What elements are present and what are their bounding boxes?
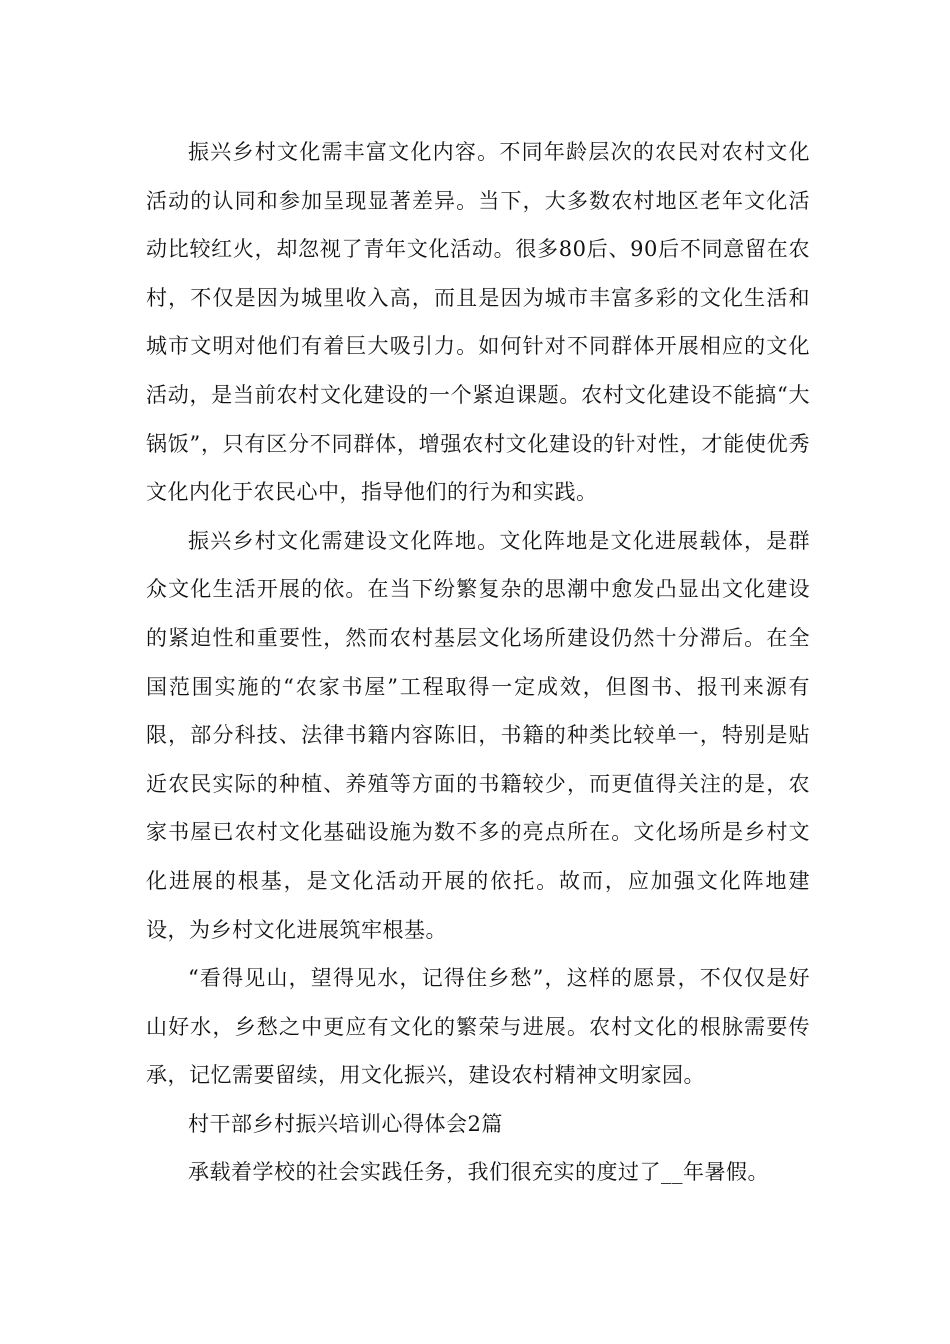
section-title: 村干部乡村振兴培训心得体会2篇 [188, 1111, 503, 1136]
document-body [146, 128, 810, 1197]
paragraph-summer-practice: 承载着学校的社会实践任务，我们很充实的度过了__年暑假。 [188, 1160, 769, 1185]
paragraph-culture-venue: 振兴乡村文化需建设文化阵地。文化阵地是文化进展载体，是群众文化生活开展的依。在当下纷繁复杂的思潮中愈发凸显出文化建设的紧迫性和重要性，然而农村基层文化场所建设仍然十分滞后。在全国范围实施的“农家书屋”工程取得一定成效，但图书、报刊来源有限，部分科技、法律书籍内容陈旧，书籍的种类比较单一，特别是贴近农民实际的种植、养殖等方面的书籍较少，而更值得关注的是，农家书屋已农村文化基础设施为数不多的亮点所在。文化场所是乡村文化进展的根基，是文化活动开展的依托。故而，应加强文化阵地建设，为乡村文化进展筑牢根基。 [146, 528, 810, 942]
paragraph-culture-content: 振兴乡村文化需丰富文化内容。不同年龄层次的农民对农村文化活动的认同和参加呈现显著差异。当下，大多数农村地区老年文化活动比较红火，却忽视了青年文化活动。很多80后、90后不同意留在农村，不仅是因为城里收入高，而且是因为城市丰富多彩的文化生活和城市文明对他们有着巨大吸引力。如何针对不同群体开展相应的文化活动，是当前农村文化建设的一个紧迫课题。农村文化建设不能搞“大锅饭”，只有区分不同群体，增强农村文化建设的针对性，才能使优秀文化内化于农民心中，指导他们的行为和实践。 [146, 140, 810, 505]
paragraph-nostalgia: “看得见山，望得见水，记得住乡愁”，这样的愿景，不仅仅是好山好水，乡愁之中更应有文化的繁荣与进展。农村文化的根脉需要传承，记忆需要留续，用文化振兴，建设农村精神文明家园。 [146, 966, 810, 1088]
